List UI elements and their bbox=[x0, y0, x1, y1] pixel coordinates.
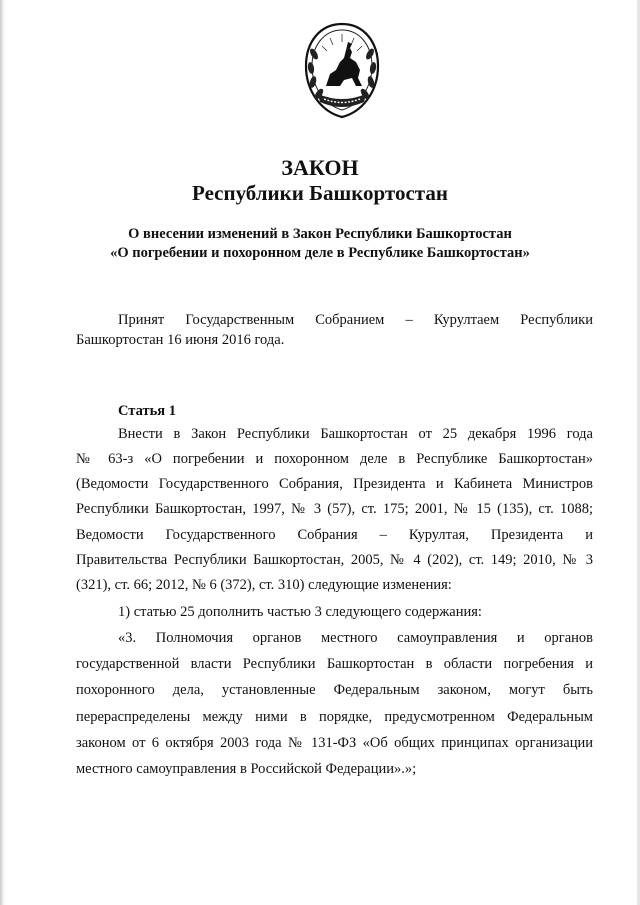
article-line: (Ведомости Государственного Собрания, Президента и Кабинета Министров bbox=[76, 476, 593, 492]
article-line: Правительства Республики Башкортостан, 2005, № 4 (202), ст. 149; 2010, № 3 bbox=[76, 552, 593, 568]
quote-line: законом от 6 октября 2003 года № 131-ФЗ «Об общих принципах организации bbox=[76, 735, 593, 751]
quote-line: «3. Полномочия органов местного самоуправления и органов bbox=[118, 630, 593, 646]
article-item-1: 1) статью 25 дополнить частью 3 следующего содержания: bbox=[118, 604, 482, 620]
coat-of-arms-emblem bbox=[300, 20, 384, 120]
article-heading: Статья 1 bbox=[118, 403, 176, 419]
article-line: Ведомости Государственного Собрания – Курултая, Президента и bbox=[76, 527, 593, 543]
article-line: (321), ст. 66; 2012, № 6 (372), ст. 310) следующие изменения: bbox=[76, 577, 452, 593]
article-line: № 63-з «О погребении и похоронном деле в Республике Башкортостан» bbox=[76, 451, 593, 467]
article-line: Республики Башкортостан, 1997, № 3 (57), ст. 175; 2001, № 15 (135), ст. 1088; bbox=[76, 501, 593, 517]
law-title-line-2: «О погребении и похоронном деле в Республике Башкортостан» bbox=[110, 245, 530, 261]
quote-line: государственной власти Республики Башкортостан в области погребения и bbox=[76, 656, 593, 672]
quote-line: местного самоуправления в Российской Федерации».»; bbox=[76, 761, 417, 777]
law-title-line-1: О внесении изменений в Закон Республики Башкортостан bbox=[128, 226, 512, 242]
document-title: ЗАКОН bbox=[281, 155, 359, 180]
adoption-line-2: Башкортостан 16 июня 2016 года. bbox=[76, 332, 285, 348]
quote-line: перераспределены между ними в порядке, предусмотренном Федеральным bbox=[76, 709, 593, 725]
scan-edge-left bbox=[0, 0, 5, 905]
article-line: Внести в Закон Республики Башкортостан от 25 декабря 1996 года bbox=[118, 426, 593, 442]
adoption-line-1: Принят Государственным Собранием – Курултаем Республики bbox=[118, 312, 593, 328]
document-subtitle: Республики Башкортостан bbox=[192, 181, 448, 205]
quote-line: похоронного дела, установленные Федеральным законом, могут быть bbox=[76, 682, 593, 698]
